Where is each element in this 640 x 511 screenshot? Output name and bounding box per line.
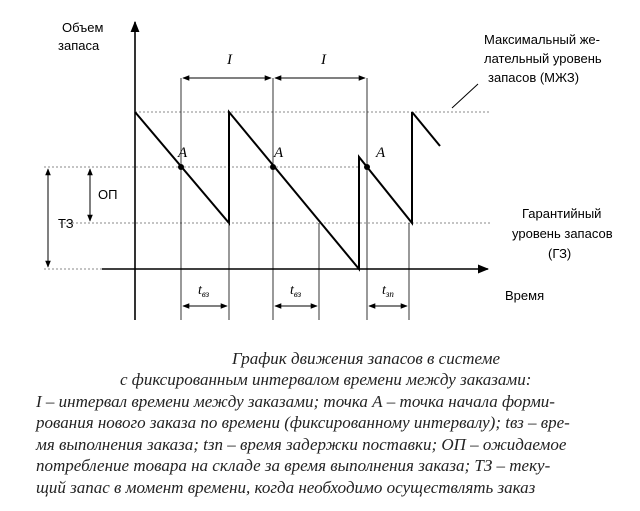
- max-level-label-1: Максимальный же-: [484, 32, 600, 47]
- y-axis-label-2: запаса: [58, 38, 100, 53]
- caption-line: с фиксированным интервалом времени между заказами:: [120, 370, 532, 389]
- interval-label-1: I: [227, 52, 232, 68]
- point-a-label-2: А: [274, 145, 284, 161]
- max-level-label-3: запасов (МЖЗ): [488, 70, 580, 85]
- max-level-label-2: лательный уровень: [484, 51, 602, 66]
- guarantee-level-label-1: Гарантийный: [522, 206, 602, 221]
- caption-line: щий запас в момент времени, когда необходимо осуществлять заказ: [36, 478, 536, 497]
- t-vz-label-2: $t_{вз}$: [290, 283, 302, 299]
- caption-line: График движения запасов в системе: [232, 349, 501, 368]
- t-vz-label-1: $t_{вз}$: [198, 283, 210, 299]
- caption-line: мя выполнения заказа; tзп – время задержки поставки; ОП – ожидаемое: [36, 435, 567, 454]
- caption-line: рования нового заказа по времени (фиксированному интервалу); tвз – вре-: [36, 413, 570, 432]
- y-axis-label: Объем: [62, 20, 104, 35]
- caption-line: потребление товара на складе за время выполнения заказа; ТЗ – теку-: [36, 456, 551, 475]
- caption-line: I – интервал времени между заказами; точка А – точка начала форми-: [36, 392, 555, 411]
- x-axis-label: Время: [505, 288, 545, 303]
- tz-label: ТЗ: [58, 216, 74, 231]
- guarantee-level-label-3: (ГЗ): [548, 246, 572, 261]
- interval-label-2: I: [321, 52, 326, 68]
- point-a-label-1: А: [178, 145, 188, 161]
- guarantee-level-label-2: уровень запасов: [512, 226, 613, 241]
- inventory-curve-tail: [412, 112, 440, 146]
- inventory-curve: [135, 112, 412, 269]
- max-level-leader: [452, 84, 478, 108]
- t-zp-label: $t_{зп}$: [382, 283, 394, 299]
- op-label: ОП: [98, 187, 118, 202]
- point-a-label-3: А: [376, 145, 386, 161]
